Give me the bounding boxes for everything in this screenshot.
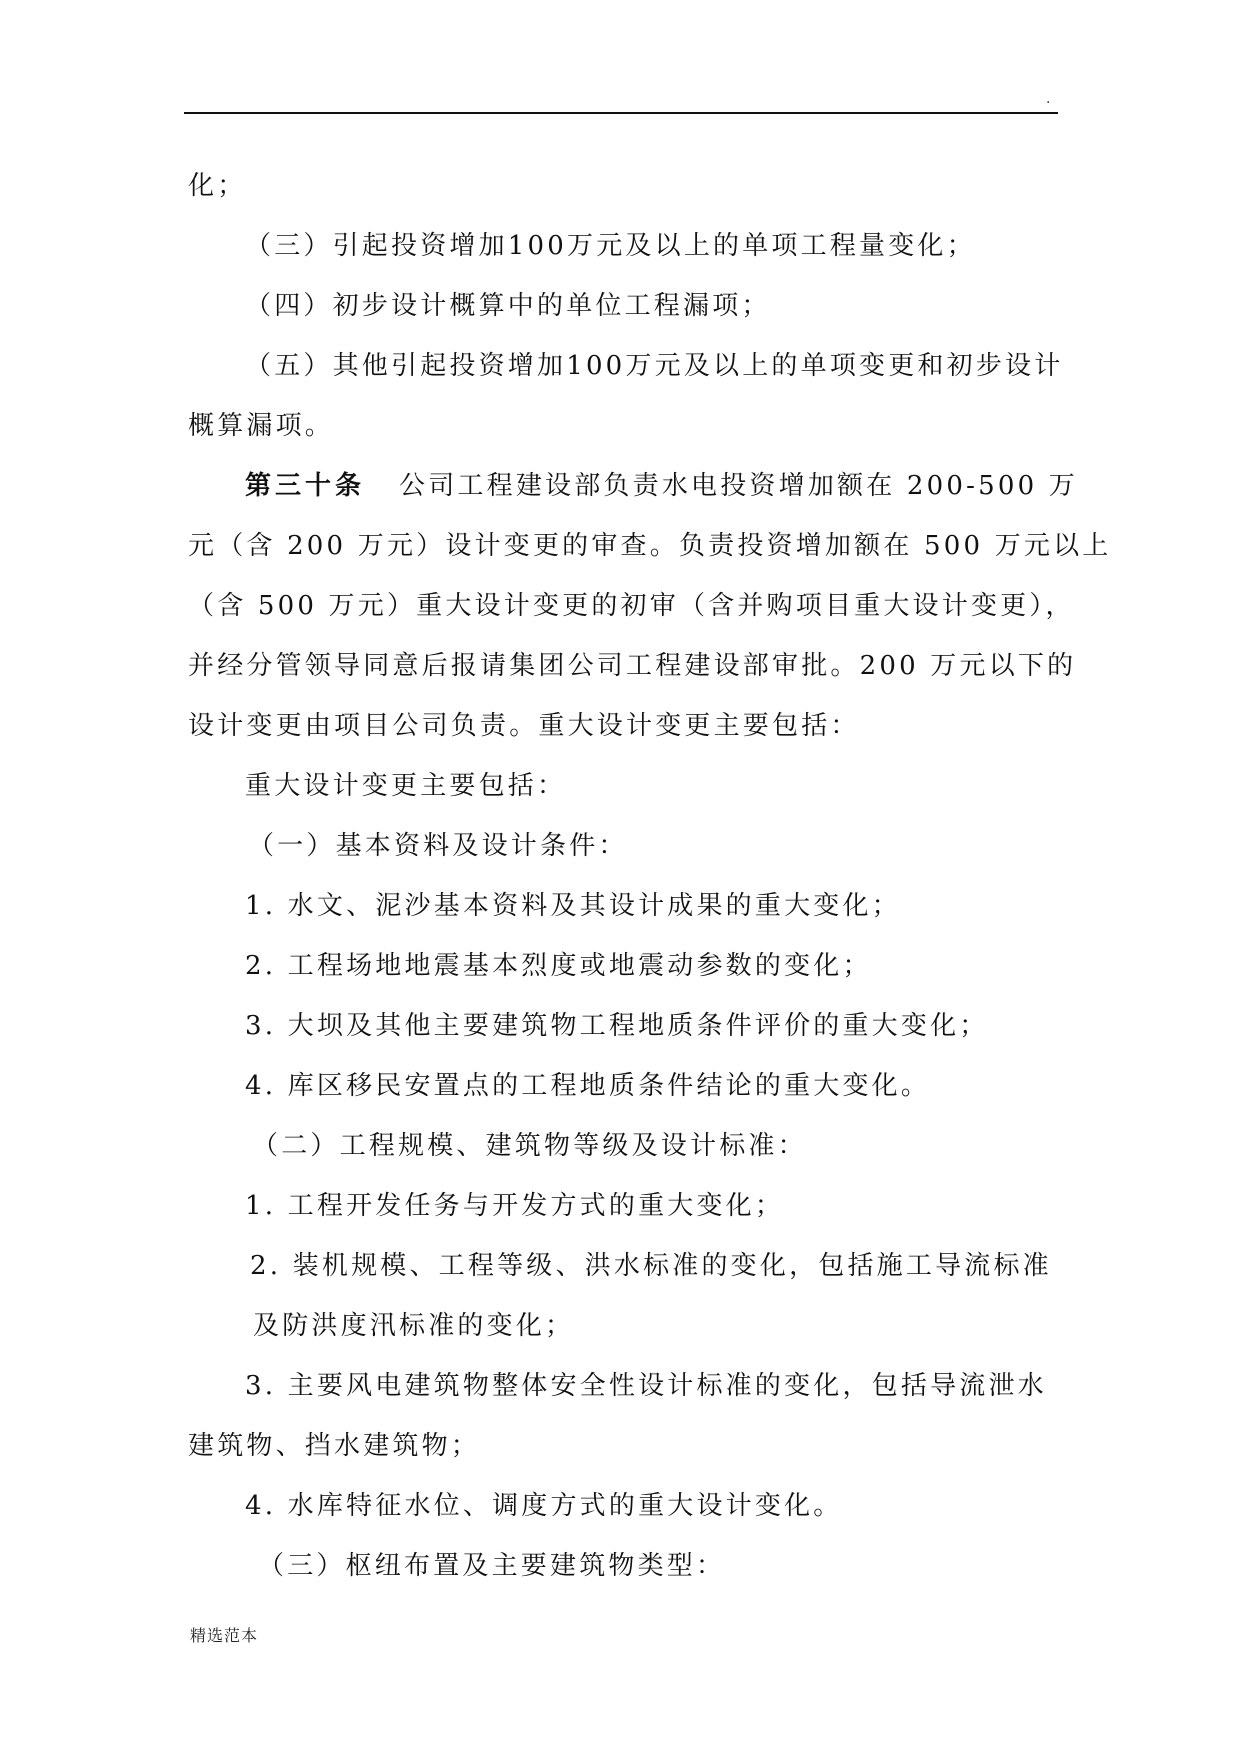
section-heading: （三）枢纽布置及主要建筑物类型：	[258, 1551, 726, 1581]
paragraph-line: 元（含 200 万元）设计变更的审查。负责投资增加额在 500 万元以上	[188, 531, 1112, 561]
header-mark: .	[1046, 91, 1051, 107]
list-item: 4. 库区移民安置点的工程地质条件结论的重大变化。	[245, 1071, 931, 1101]
list-item: 2. 装机规模、工程等级、洪水标准的变化，包括施工导流标准	[250, 1251, 1052, 1281]
article-30-line	[245, 468, 1078, 504]
paragraph-line: （含 500 万元）重大设计变更的初审（含并购项目重大设计变更），	[188, 591, 1075, 621]
list-item: 2. 工程场地地震基本烈度或地震动参数的变化；	[245, 951, 872, 981]
list-item: 3. 主要风电建筑物整体安全性设计标准的变化，包括导流泄水	[245, 1371, 1047, 1401]
list-item-continuation: 建筑物、挡水建筑物；	[188, 1431, 481, 1461]
paragraph-line: （四）初步设计概算中的单位工程漏项；	[245, 291, 771, 321]
list-item: 3. 大坝及其他主要建筑物工程地质条件评价的重大变化；	[245, 1011, 989, 1041]
paragraph-line: 设计变更由项目公司负责。重大设计变更主要包括：	[188, 711, 860, 741]
article-30-title: 第三十条	[245, 471, 366, 501]
paragraph-line: 化；	[188, 171, 247, 201]
list-item: 4. 水库特征水位、调度方式的重大设计变化。	[245, 1491, 843, 1521]
paragraph-line: （三）引起投资增加100万元及以上的单项工程量变化；	[245, 231, 976, 261]
section-heading: （二）工程规模、建筑物等级及设计标准：	[252, 1131, 807, 1161]
paragraph-line: 概算漏项。	[188, 411, 335, 441]
list-item: 1. 水文、泥沙基本资料及其设计成果的重大变化；	[245, 891, 901, 921]
list-item: 1. 工程开发任务与开发方式的重大变化；	[245, 1191, 785, 1221]
paragraph-line: 重大设计变更主要包括：	[245, 771, 567, 801]
list-item-continuation: 及防洪度汛标准的变化；	[253, 1311, 575, 1341]
section-heading: （一）基本资料及设计条件：	[248, 831, 628, 861]
paragraph-line: （五）其他引起投资增加100万元及以上的单项变更和初步设计	[245, 351, 1064, 381]
footer-text: 精选范本	[190, 1626, 259, 1645]
paragraph-line: 并经分管领导同意后报请集团公司工程建设部审批。200 万元以下的	[188, 651, 1077, 681]
article-30-text: 公司工程建设部负责水电投资增加额在 200-500 万	[399, 471, 1078, 501]
header-rule	[184, 112, 1058, 114]
